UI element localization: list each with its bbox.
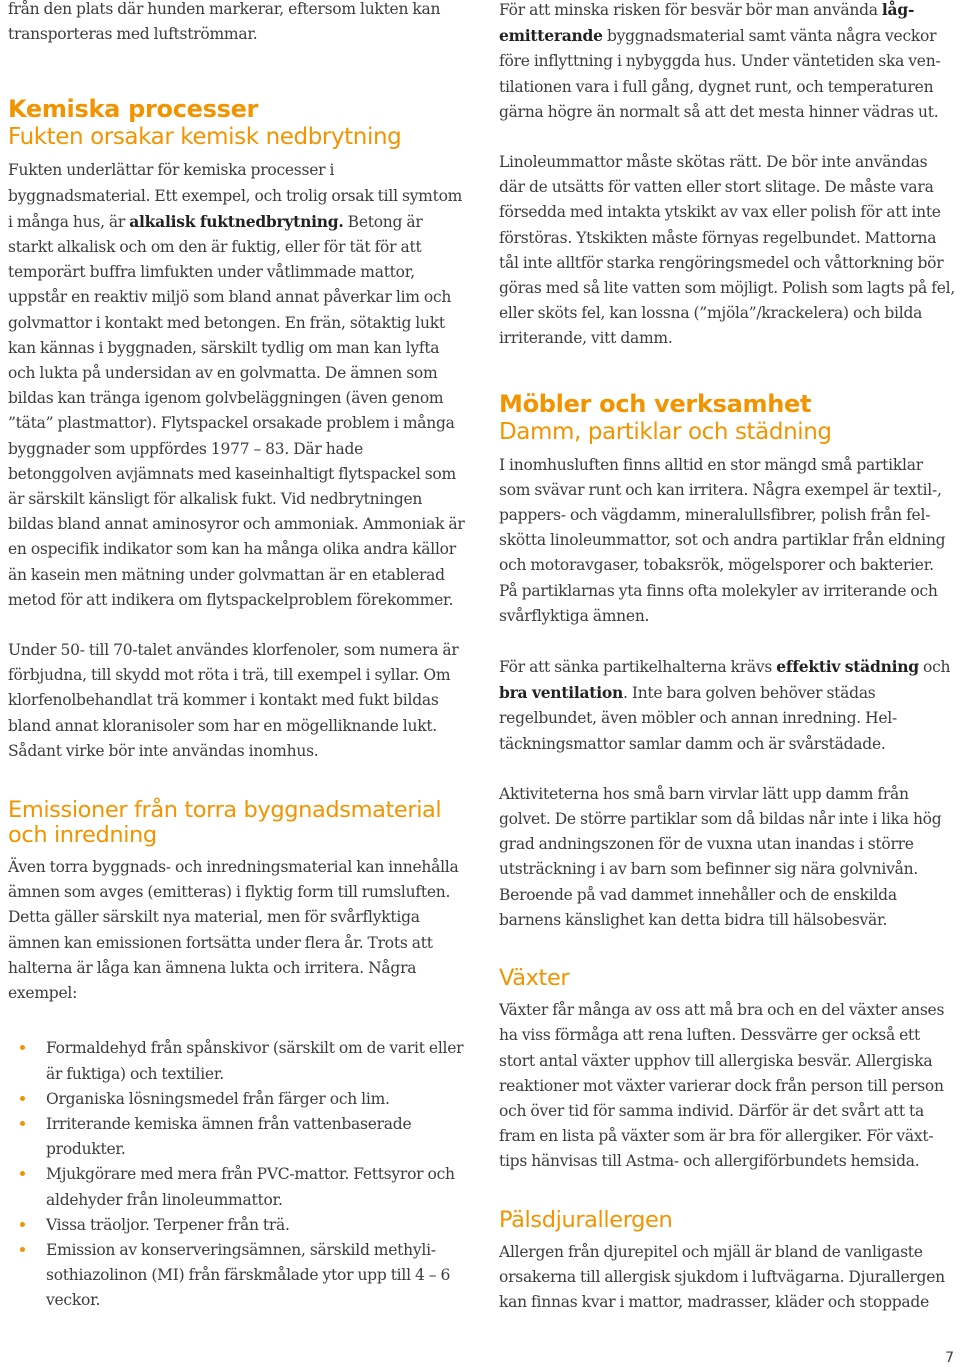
intro-paragraph: från den plats där hunden markerar, eftersom lukten kan transporteras med luftströmmar. xyxy=(8,0,441,44)
paragraph-stadning xyxy=(499,654,955,757)
text: Betong är starkt alkalisk och om den är fuktig, eller för tät för att temporärt buffra limfukten under våtlimmade mattor, uppstår en reaktiv miljö som bland annat påverkar lim och golvmattor i kontakt med betongen. En frän, sötaktig lukt kan kännas i byggnaden, särskilt tydlig om man kan lyfta och lukta på undersidan av en golvmatta. De ämnen som bildas kan tränga igenom golvbeläggningen (även genom ”täta” plastmattor). Flytspackel orsakade problem i många byggnader som uppfördes 1977 – 83. Där hade betonggolven avjämnats med kaseinhaltigt flytspackel som är särskilt känsligt för alkalisk fukt. Vid nedbrytningen bildas bland annat aminosyror och ammoniak. Ammoniak är en ospecifik indikator som kan ha många olika andra källor än kasein men mätning under golvmattan är en etablerad metod för att indikera om flytspackelproblem förekommer. xyxy=(8,212,465,609)
heading-kemiska-processer: Kemiska processer xyxy=(8,95,259,124)
text: För att minska risken för besvär bör man använda xyxy=(499,1,882,19)
list-item xyxy=(8,1112,470,1162)
right-column xyxy=(499,0,955,1315)
paragraph-vaxter: Växter får många av oss att må bra och en del växter anses ha viss förmåga att rena luften. Dessvärre ger också ett stort antal växter upphov till allergiska besvär. Allergiska reaktioner mot växter varierar dock från person till person och över tid för samma individ. Därför är det svårt att ta fram en lista på växter som är bra för allergiker. För växttips hänvisas till Astma- och allergiförbundets hemsida. xyxy=(499,1001,945,1171)
bold-term-alkalisk-fuktnedbrytning: alkalisk fuktnedbrytning. xyxy=(129,211,344,231)
list-item xyxy=(8,1036,470,1086)
bullet-icon xyxy=(20,1222,25,1227)
bullet-icon xyxy=(20,1096,25,1101)
text: Fukten underlättar för kemiska processer i byggnadsmaterial. Ett exempel, och trolig orsak till symtom i många hus, är xyxy=(8,161,463,231)
text: För att sänka partikelhalterna krävs xyxy=(499,658,777,677)
list-item xyxy=(8,1213,470,1238)
text: . Inte bara golven behöver städas regelbundet, även möbler och annan inredning. Heltäckningsmattor samlar damm och är svårstädade. xyxy=(499,684,898,753)
list-item xyxy=(8,1238,470,1314)
bullet-icon xyxy=(20,1045,25,1050)
bullet-icon xyxy=(20,1121,25,1126)
text: byggnadsmaterial samt vänta några veckor före inflyttning i nybyggda hus. Under väntetiden ska ventilationen vara i full gång, dygnet runt, och temperaturen gärna högre än normalt så att det mesta hinner vädras ut. xyxy=(499,27,941,121)
list-item-text: Mjukgörare med mera från PVC-mattor. Fettsyror och aldehyder från linoleummattor. xyxy=(46,1165,455,1209)
list-item-text: Formaldehyd från spånskivor (särskilt om de varit eller är fuktiga) och textilier. xyxy=(46,1039,464,1083)
paragraph-lagemitterande xyxy=(499,0,955,125)
paragraph-palsdjurallergen: Allergen från djurepitel och mjäll är bland de vanligaste orsakerna till allergisk sjukdom i luftvägarna. Djurallergen kan finnas kvar i mattor, madrasser, kläder och stoppade xyxy=(499,1242,945,1311)
list-item xyxy=(8,1087,470,1112)
paragraph-linoleummattor: Linoleummattor måste skötas rätt. De bör inte användas där de utsätts för vatten eller stort slitage. De måste vara försedda med intakta ytskikt av vax eller polish för att inte förstöras. Ytskikten måste förnyas regelbundet. Mattorna tål inte alltför starka rengöringsmedel och våttorkning bör göras med så lite vatten som möjligt. Polish som lagts på fel, eller sköts fel, kan lossna (”mjöla”/krackelera) och bilda irriterande, vitt damm. xyxy=(499,153,956,348)
paragraph-alkalisk-fukt xyxy=(8,158,470,613)
subheading-damm-partiklar: Damm, partiklar och städning xyxy=(499,418,832,445)
subheading-kemisk-nedbrytning: Fukten orsakar kemisk nedbrytning xyxy=(8,124,402,151)
paragraph-klorfenoler: Under 50- till 70-talet användes klorfenoler, som numera är förbjudna, till skydd mot röta i trä, till exempel i syllar. Om klorfenolbehandlat trä kommer i kontakt med fukt bildas bland annat kloranisoler som har en mögelliknande lukt. Sådant virke bör inte användas inomhus. xyxy=(8,641,459,760)
heading-mobler-och-verksamhet: Möbler och verksamhet xyxy=(499,389,812,418)
list-item-text: Irriterande kemiska ämnen från vattenbaserade produkter. xyxy=(46,1114,412,1159)
paragraph-barn-damm: Aktiviteterna hos små barn virvlar lätt upp damm från golvet. De större partiklar som då bildas når inte i lika hög grad andningszonen för de vuxna utan inandas i större utsträckning i av barn som befinner sig nära golvnivån. Beroende på vad dammet innehåller och de enskilda barnens känslighet kan detta bidra till hälsobesvär. xyxy=(499,784,942,929)
bullet-icon xyxy=(20,1171,25,1176)
emission-examples-list xyxy=(8,1036,470,1313)
paragraph-partiklar: I inomhusluften finns alltid en stor mängd små partiklar som svävar runt och kan irritera. Några exempel är textil-, pappers- och vägdamm, mineralullsfibrer, polish från felskötta linoleummattor, sot och andra partiklar från eldning och motoravgaser, tobaksrök, mögelsporer och bakterier. På partiklarnas yta finns ofta molekyler av irriterande och svårflyktiga ämnen. xyxy=(499,455,946,625)
heading-vaxter: Växter xyxy=(499,965,570,992)
bold-term-bra-ventilation: bra ventilation xyxy=(499,683,623,703)
list-item-text: Vissa träoljor. Terpener från trä. xyxy=(46,1215,290,1234)
page-number: 7 xyxy=(945,1350,954,1366)
list-item-text: Organiska lösningsmedel från färger och lim. xyxy=(46,1089,390,1108)
text: och xyxy=(918,658,951,677)
paragraph-emissioner: Även torra byggnads- och inredningsmaterial kan innehålla ämnen som avges (emitteras) i flyktig form till rumsluften. Detta gäller särskilt nya material, men för svårflyktiga ämnen kan emissionen fortsätta under flera år. Trots att halterna är låga kan ämnena lukta och irritera. Några exempel: xyxy=(8,858,459,1003)
list-item xyxy=(8,1162,470,1212)
bold-term-lagemitterande: lågemitterande xyxy=(499,0,915,46)
bold-term-effektiv-stadning: effektiv städning xyxy=(776,657,919,677)
bullet-icon xyxy=(20,1247,25,1252)
heading-emissioner: Emissioner från torra byggnadsmaterial och inredning xyxy=(8,797,442,849)
list-item-text: Emission av konserveringsämnen, särskild methylisothiazolinon (MI) från färskmålade ytor upp till 4 – 6 veckor. xyxy=(46,1240,451,1310)
left-column xyxy=(8,0,470,1314)
heading-palsdjurallergen: Pälsdjurallergen xyxy=(499,1206,673,1233)
